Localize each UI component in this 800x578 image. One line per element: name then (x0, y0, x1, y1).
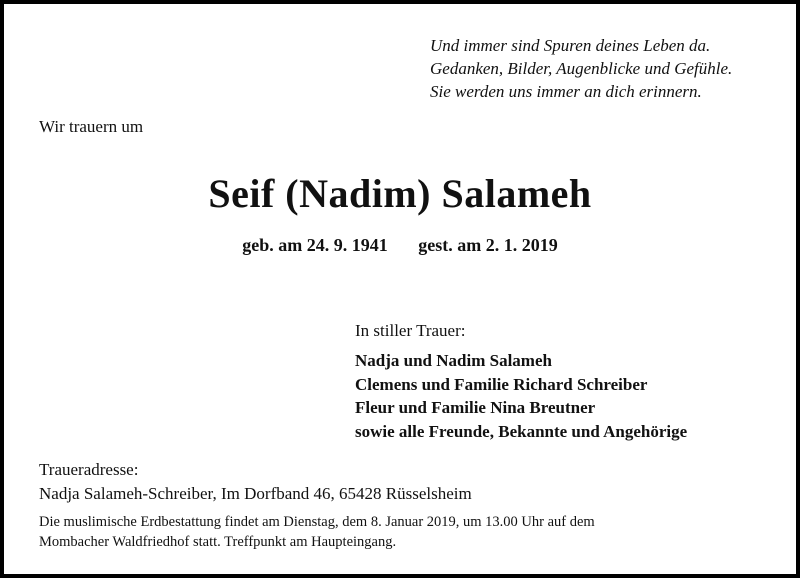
memorial-poem (430, 34, 732, 103)
burial-info-line: Mombacher Waldfriedhof statt. Treffpunkt am Haupteingang. (39, 534, 397, 550)
intro-text: Wir trauern um (39, 117, 144, 136)
deceased-name: Seif (Nadim) Salameh (208, 171, 592, 216)
burial-info-line: Die muslimische Erdbestattung findet am Dienstag, dem 8. Januar 2019, um 13.00 Uhr auf dem (39, 514, 595, 530)
mourner-line: sowie alle Freunde, Bekannte und Angehörige (355, 421, 688, 441)
mourner-line: Clemens und Familie Richard Schreiber (355, 374, 648, 394)
burial-info (39, 512, 779, 552)
mourners-list (355, 349, 687, 443)
life-dates (4, 235, 796, 256)
poem-line: Sie werden uns immer an dich erinnern. (430, 82, 702, 101)
death-date: gest. am 2. 1. 2019 (418, 235, 558, 255)
poem-line: Und immer sind Spuren deines Leben da. (430, 36, 711, 55)
mourning-address: Nadja Salameh-Schreiber, Im Dorfband 46, 65428 Rüsselsheim (39, 484, 472, 503)
mourner-line: Fleur und Familie Nina Breutner (355, 398, 596, 417)
address-label: Traueradresse: (39, 460, 139, 479)
mourner-line: Nadja und Nadim Salameh (355, 351, 552, 370)
birth-date: geb. am 24. 9. 1941 (242, 235, 388, 255)
poem-line: Gedanken, Bilder, Augenblicke und Gefühle. (430, 59, 733, 78)
mourners-label: In stiller Trauer: (355, 321, 466, 340)
